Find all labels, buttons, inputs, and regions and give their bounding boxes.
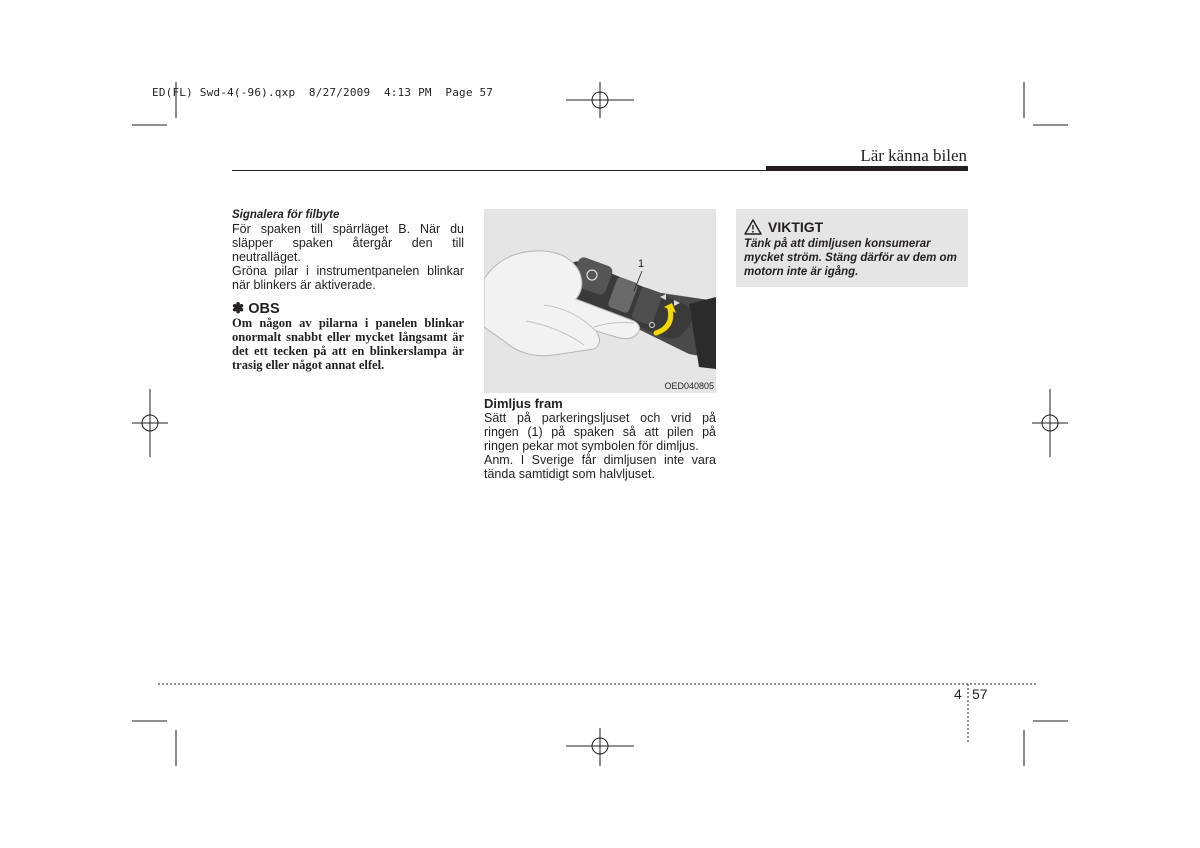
obs-title: OBS bbox=[248, 301, 280, 317]
warning-text: Tänk på att dimljusen konsumerar mycket ström. Stäng därför av dem om motorn inte är igång. bbox=[744, 238, 957, 278]
warning-triangle-icon bbox=[744, 219, 762, 235]
fog-light-heading: Dimljus fram bbox=[484, 396, 563, 411]
fog-light-para-1: Sätt på parkeringsljuset och vrid på ringen (1) på spaken så att pilen på ringen pekar mot symbolen för dimljus. bbox=[484, 411, 716, 453]
left-column bbox=[232, 208, 464, 372]
callout-number: 1 bbox=[638, 258, 645, 270]
obs-heading bbox=[232, 302, 464, 316]
page-number: 57 bbox=[972, 686, 988, 702]
middle-column bbox=[484, 397, 716, 481]
lane-change-heading: Signalera för filbyte bbox=[232, 209, 340, 221]
section-title: Lär känna bilen bbox=[860, 146, 967, 165]
warning-title: VIKTIGT bbox=[768, 219, 824, 235]
lane-change-para-1: För spaken till spärrläget B. När du släpper spaken återgår den till neutralläget. bbox=[232, 222, 464, 264]
chapter-number: 4 bbox=[954, 686, 962, 702]
print-slug: ED(FL) Swd-4(-96).qxp 8/27/2009 4:13 PM Page 57 bbox=[152, 86, 494, 99]
hand-on-stalk-image bbox=[484, 209, 716, 393]
warning-box bbox=[736, 209, 968, 287]
header-rule-bar bbox=[766, 166, 968, 171]
image-code: OED040805 bbox=[664, 381, 714, 391]
stalk-illustration bbox=[484, 209, 716, 393]
obs-symbol: ✽ bbox=[232, 301, 245, 317]
lane-change-para-2: Gröna pilar i instrumentpanelen blinkar när blinkers är aktiverade. bbox=[232, 264, 464, 292]
obs-text: Om någon av pilarna i panelen blinkar onormalt snabbt eller mycket långsamt är det ett tecken på att en blinkerslampa är trasig eller något annat elfel. bbox=[232, 316, 464, 372]
fog-light-para-2: Anm. I Sverige får dimljusen inte vara tända samtidigt som halvljuset. bbox=[484, 453, 716, 481]
